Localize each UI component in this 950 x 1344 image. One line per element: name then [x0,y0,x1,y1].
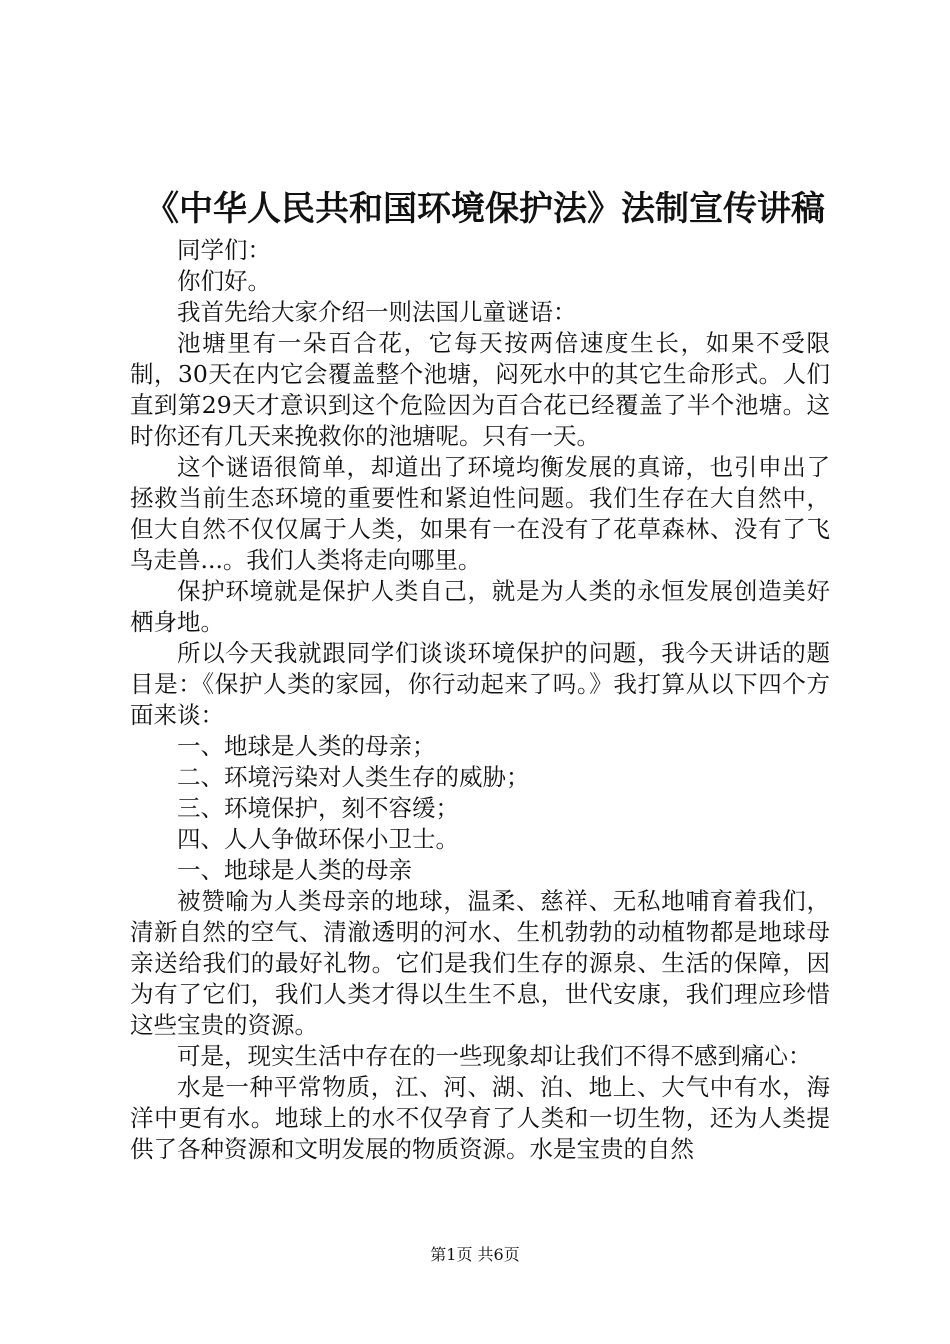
paragraph-greeting: 同学们： [177,236,271,264]
outline-item-4: 四、人人争做环保小卫士。 [177,825,459,853]
outline-item-1: 一、地球是人类的母亲； [177,732,436,760]
paragraph-riddle-intro: 我首先给大家介绍一则法国儿童谜语： [177,298,577,326]
paragraph-painful-reality: 可是，现实生活中存在的一些现象却让我们不得不感到痛心： [177,1042,812,1070]
page-number-footer: 第1页 共6页 [430,1245,520,1264]
paragraph-riddle: 池塘里有一朵百合花，它每天按两倍速度生长，如果不受限制，30天在内它会覆盖整个池塘，闷死水中的其它生命形式。人们直到第29天才意识到这个危险因为百合花已经覆盖了半个池塘。这时你还有几天来挽救你的池塘呢。只有一天。 [130,329,830,450]
paragraph-water: 水是一种平常物质，江、河、湖、泊、地上、大气中有水，海洋中更有水。地球上的水不仅孕育了人类和一切生物，还为人类提供了各种资源和文明发展的物质资源。水是宝贵的自然 [130,1073,830,1163]
document-title: 《中华人民共和国环境保护法》法制宣传讲稿 [145,189,825,229]
outline-item-3: 三、环境保护，刻不容缓； [177,794,459,822]
paragraph-earth-mother: 被赞喻为人类母亲的地球，温柔、慈祥、无私地哺育着我们，清新自然的空气、清澈透明的河水、生机勃勃的动植物都是地球母亲送给我们的最好礼物。它们是我们生存的源泉、生活的保障，因为有了它们，我们人类才得以生生不息，世代安康，我们理应珍惜这些宝贵的资源。 [130,887,830,1039]
paragraph-topic: 所以今天我就跟同学们谈谈环境保护的问题，我今天讲话的题目是：《保护人类的家园，你行动起来了吗。》我打算从以下四个方面来谈： [130,639,830,729]
outline-item-2: 二、环境污染对人类生存的威胁； [177,763,530,791]
paragraph-riddle-meaning: 这个谜语很简单，却道出了环境均衡发展的真谛，也引申出了拯救当前生态环境的重要性和紧迫性问题。我们生存在大自然中，但大自然不仅仅属于人类，如果有一在没有了花草森林、没有了飞鸟走兽...。我们人类将走向哪里。 [130,453,830,574]
document-body [130,235,830,1165]
paragraph-protect-environment: 保护环境就是保护人类自己，就是为人类的永恒发展创造美好栖身地。 [130,577,830,636]
section-heading-1: 一、地球是人类的母亲 [177,856,412,884]
paragraph-hello: 你们好。 [177,267,271,295]
